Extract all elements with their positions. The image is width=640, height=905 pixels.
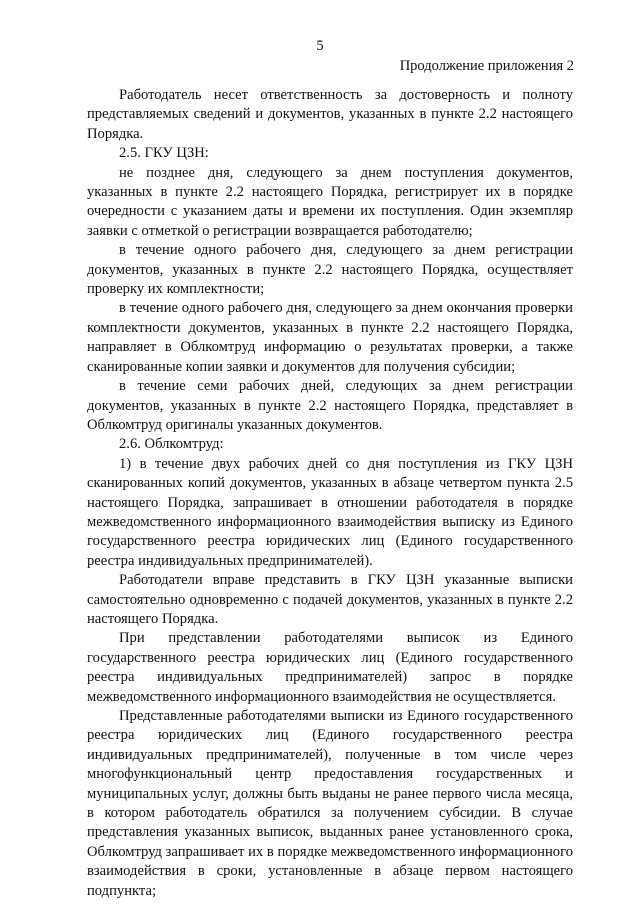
paragraph-employer-right: Работодатели вправе представить в ГКУ ЦЗН указанные выписки самостоятельно одновременно с подачей документов, указанных в пункте 2.2 настоящего Порядка. (87, 572, 573, 627)
paragraph-extract-validity: Представленные работодателями выписки из Единого государственного реестра юридических лиц (Единого государственного реестра индивидуальных предпринимателей), полученные в том числе через многофункциональный центр предоставления государственных и муниципальных услуг, должны быть выданы не ранее первого числа месяца, в котором работодатель обратился за получением субсидии. В случае представления указанных выписок, выданных ранее установленного срока, Облкомтруд запрашивает их в порядке межведомственного информационного взаимодействия в сроки, установленные в абзаце первом настоящего подпункта; (87, 708, 573, 899)
document-body (87, 86, 573, 901)
paragraph-section-2-6: 2.6. Облкомтруд: (119, 436, 224, 453)
paragraph-section-2-5: 2.5. ГКУ ЦЗН: (119, 145, 209, 162)
paragraph-responsibility: Работодатель несет ответственность за достоверность и полноту представляемых сведений и документов, указанных в пункте 2.2 настоящего Порядка. (87, 87, 573, 142)
paragraph-completeness-check: в течение одного рабочего дня, следующего за днем регистрации документов, указанных в пункте 2.2 настоящего Порядка, осуществляет проверку их комплектности; (87, 242, 573, 298)
paragraph-no-request: При представлении работодателями выписок из Единого государственного реестра юридических лиц (Единого государственного реестра индивидуальных предпринимателей) запрос в порядке межведомственного информационного взаимодействия не осуществляется. (87, 630, 573, 705)
continuation-header: Продолжение приложения 2 (399, 58, 574, 74)
paragraph-originals: в течение семи рабочих дней, следующих за днем регистрации документов, указанных в пункте 2.2 настоящего Порядка, представляет в Облкомтруд оригиналы указанных документов. (87, 378, 573, 433)
page-number: 5 (316, 38, 324, 54)
paragraph-registration: не позднее дня, следующего за днем поступления документов, указанных в пункте 2.2 настоящего Порядка, регистрирует их в порядке очередности с указанием даты и времени их поступления. Один экземпляр заявки с отметкой о регистрации возвращается работодателю; (87, 164, 573, 239)
paragraph-request-extract: 1) в течение двух рабочих дней со дня поступления из ГКУ ЦЗН сканированных копий документов, указанных в абзаце четвертом пункта 2.5 настоящего Порядка, запрашивает в отношении работодателя в порядке межведомственного информационного взаимодействия выписку из Единого государственного реестра юридических лиц (Единого государственного реестра индивидуальных предпринимателей). (87, 455, 573, 569)
paragraph-send-results: в течение одного рабочего дня, следующего за днем окончания проверки комплектности документов, указанных в пункте 2.2 настоящего Порядка, направляет в Облкомтруд информацию о результатах проверки, а также сканированные копии заявки и документов для получения субсидии; (87, 300, 573, 375)
